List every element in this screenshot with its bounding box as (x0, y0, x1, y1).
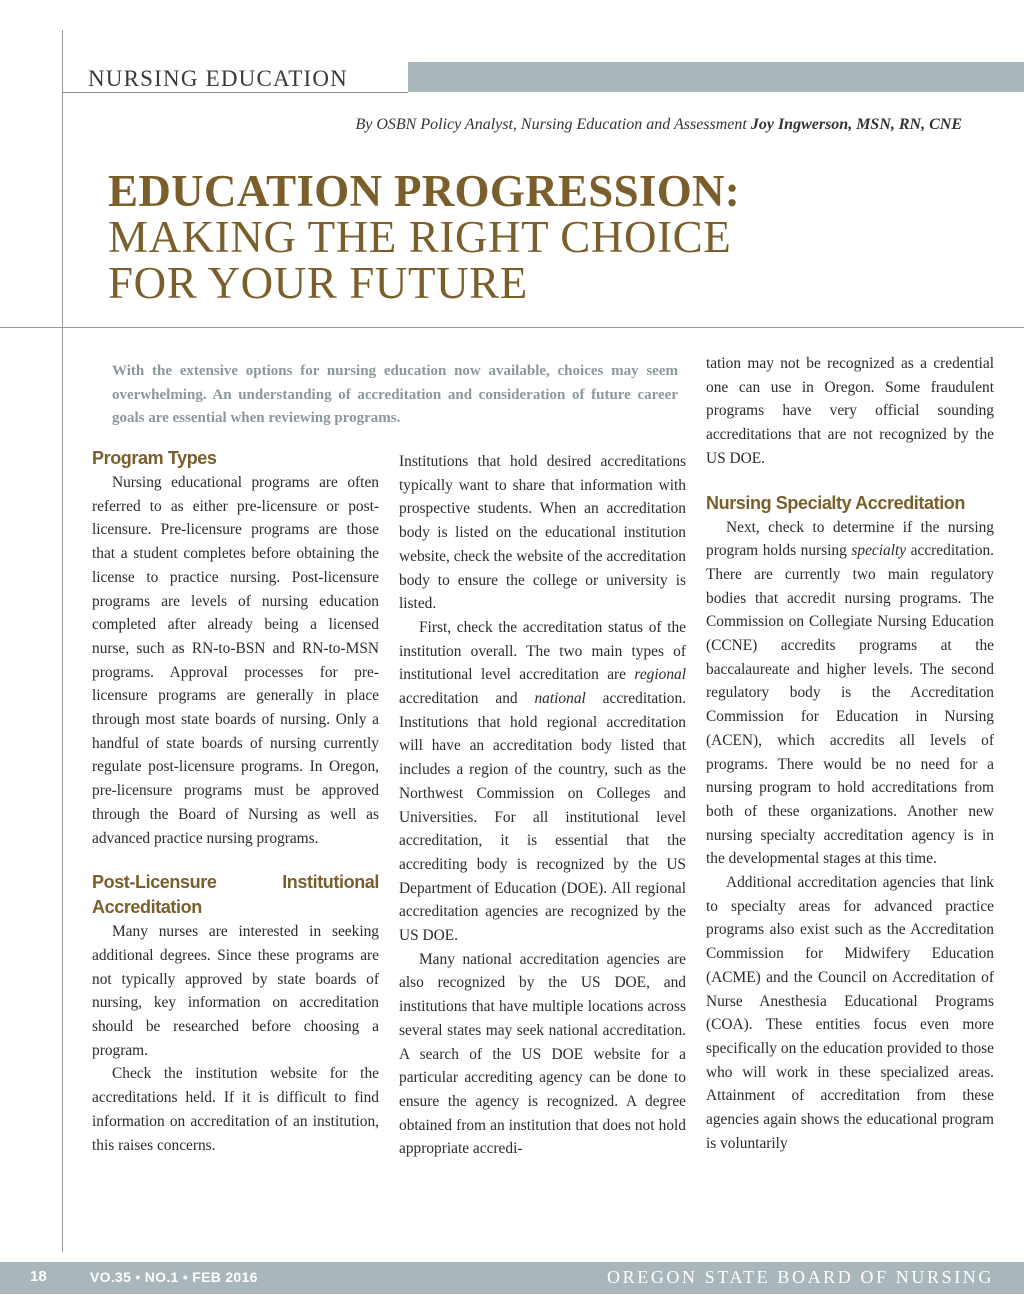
section-label: NURSING EDUCATION (88, 66, 348, 91)
headline-line-1: EDUCATION PROGRESSION: (108, 166, 741, 216)
left-margin-rule (62, 30, 63, 1252)
headline-line-2: MAKING THE RIGHT CHOICE (108, 212, 732, 262)
paragraph: Institutions that hold desired accreditations typically want to share that information with prospective students. When an accreditation body is listed on the educational institution website, check the website of the accreditation body to ensure the college or university is listed. (399, 453, 686, 613)
paragraph (399, 616, 686, 948)
emphasis-national: national (534, 690, 586, 708)
text-run: Next, check to determine if the nursing program holds nursing (706, 518, 994, 560)
text-run: First, check the accreditation status of the institution overall. The two main types of institutional level accreditation are (399, 618, 686, 684)
paragraph: Additional accreditation agencies that link to specialty areas for advanced practice programs also exist such as the Accreditation Commission for Midwifery Education (ACME) and the Council on Accreditation of Nurse Anesthesia Educational Programs (COA). These entities focus even more specifically on the education provided to those who will work in these specialized areas. Attainment of accreditation from these agencies again shows the educational program is voluntarily (706, 874, 994, 1152)
intro-deck: With the extensive options for nursing education now available, choices may seem overwhelming. An understanding of accreditation and consideration of future career goals are essential when reviewing programs. (112, 363, 678, 426)
paragraph (706, 516, 994, 872)
text-run: accreditation. Institutions that hold regional accreditation will have an accreditation body listed that includes a region of the country, such as the Northwest Commission on Colleges and Universities. For all institutional level accreditation, it is essential that the accrediting body is recognized by the US Department of Education (DOE). All regional accreditation agencies are recognized by the US DOE. (399, 690, 687, 945)
headline-line-3: FOR YOUR FUTURE (108, 258, 528, 308)
section-underline (62, 92, 408, 93)
emphasis-regional: regional (634, 666, 686, 684)
headline-rule (0, 327, 1024, 328)
column-3 (706, 352, 994, 1156)
text-run: accreditation and (399, 690, 535, 708)
article-headline (108, 168, 968, 306)
heading-specialty-accreditation: Nursing Specialty Accreditation (706, 492, 965, 513)
paragraph: Nursing educational programs are often referred to as either pre-licensure or post-licensure. Pre-licensure programs are those that a student completes before obtaining the license to practice nursing. Post-licensure programs are levels of nursing education completed after already being a licensed nurse, such as RN-to-BSN and RN-to-MSN programs. Approval processes for pre-licensure programs are generally in place through most state boards of nursing. Only a handful of state boards of nursing currently regulate post-licensure programs. In Oregon, pre-licensure programs must be approved through the Board of Nursing as well as advanced practice nursing programs. (92, 474, 379, 847)
text-run: accreditation. There are currently two main regulatory bodies that accredit nursing programs. The Commission on Collegiate Nursing Education (CCNE) accredits programs at the baccalaureate and higher levels. The second regulatory body is the Accreditation Commission for Education in Nursing (ACEN), which accredits all levels of programs. There would be no need for a nursing program to hold accreditations from both of these organizations. Another new nursing specialty accreditation agency is in the developmental stages at this time. (706, 542, 994, 868)
organization-name: OREGON STATE BOARD OF NURSING (607, 1267, 994, 1287)
emphasis-specialty: specialty (851, 542, 907, 560)
paragraph: tation may not be recognized as a credential one can use in Oregon. Some fraudulent programs have very official sounding accreditations that are not recognized by the US DOE. (706, 355, 994, 467)
column-1 (92, 446, 379, 1157)
byline-prefix: By OSBN Policy Analyst, Nursing Education and Assessment (355, 116, 747, 133)
page-number: 18 (30, 1268, 47, 1285)
heading-post-licensure: Post-Licensure Institutional Accreditation (92, 872, 379, 918)
byline (355, 116, 962, 134)
page-footer (0, 1262, 1024, 1294)
section-header (62, 62, 1024, 94)
issue-info: VO.35 • NO.1 • FEB 2016 (90, 1269, 258, 1285)
paragraph: Many national accreditation agencies are also recognized by the US DOE, and institutions that have multiple locations across several states may seek national accreditation. A search of the US DOE website for a particular accrediting agency can be done to ensure the agency is recognized. A degree obtained from an institution that does not hold appropriate accredi- (399, 950, 686, 1158)
column-2 (399, 450, 686, 1161)
byline-author: Joy Ingwerson, MSN, RN, CNE (750, 116, 962, 133)
paragraph: Many nurses are interested in seeking additional degrees. Since these programs are not typically approved by state boards of nursing, key information on accreditation should be researched before choosing a program. (92, 923, 379, 1059)
paragraph: Check the institution website for the accreditations held. If it is difficult to find information on accreditation of an institution, this raises concerns. (92, 1065, 379, 1154)
heading-program-types: Program Types (92, 448, 217, 468)
section-bar (408, 62, 1024, 92)
